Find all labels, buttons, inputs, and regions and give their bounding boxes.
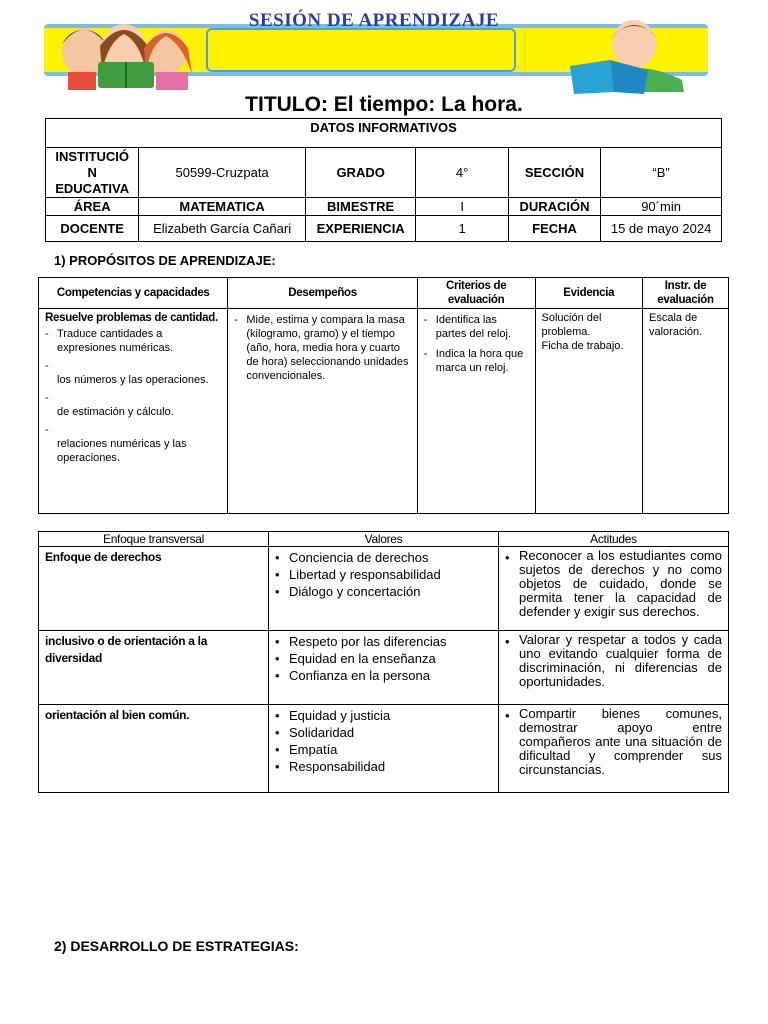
reading-children-illustration <box>54 12 204 92</box>
actitud-text: Compartir bienes comunes, demostrar apoyo entre compañeros ante una situación de dificultad y comprender sus circunstancias. <box>519 706 722 777</box>
experiencia-value: 1 <box>416 216 508 242</box>
enfoque-name: inclusivo o de orientación a la diversidad <box>45 634 208 665</box>
header-criterios: Criterios de evaluación <box>417 278 535 309</box>
valor-text: Equidad y justicia <box>289 708 391 723</box>
table-row: Enfoque de derechos • Conciencia de derechos • Libertad y responsabilidad • Diálogo y concertación • Reconocer a los estudiantes como sujetos de derechos y no como objetos de cuidado, donde se permita tener la capacidad de defender y exigir sus derechos. <box>39 547 729 631</box>
page-title: TITULO: El tiempo: La hora. <box>245 93 523 116</box>
valor-text: Libertad y responsabilidad <box>289 567 441 582</box>
valor-text: Respeto por las diferencias <box>289 634 447 649</box>
valor-text: Confianza en la persona <box>289 668 430 683</box>
bimestre-value: I <box>416 198 508 216</box>
header-banner <box>40 8 708 92</box>
evidencia-cell <box>535 309 642 514</box>
header-enfoque: Enfoque transversal <box>39 532 269 547</box>
competencia-title: Resuelve problemas de cantidad. <box>45 312 218 324</box>
criterio-text: Identifica las partes del reloj. <box>435 314 511 340</box>
desempeno-text: Mide, estima y compara la masa (kilogramo, gramo) y el tiempo (año, hora, media hora y cuarto de hora) seleccionando unidades convencionales. <box>246 314 409 382</box>
capacidad-text: de estimación y cálculo. <box>57 406 174 418</box>
grado-value: 4° <box>416 148 508 198</box>
docente-value: Elizabeth García Cañari <box>139 216 305 242</box>
area-label: ÁREA <box>46 198 139 216</box>
datos-informativos-table <box>45 118 722 242</box>
duracion-label: DURACIÓN <box>508 198 600 216</box>
table-row: orientación al bien común. • Equidad y justicia • Solidaridad • Empatía • Responsabilidad • Compartir bienes comunes, demostrar apoyo entre compañeros ante una situación de dificultad y comprender sus circunstancias. <box>39 705 729 793</box>
header-instrumento: Instr. de evaluación <box>642 278 728 309</box>
criterio-text: Indica la hora que marca un reloj. <box>435 348 524 374</box>
header-valores: Valores <box>269 532 499 547</box>
actitud-text: Valorar y respetar a todos y cada uno evitando cualquier forma de discriminación, ni diferencias de oportunidades. <box>519 632 722 689</box>
header-competencias: Competencias y capacidades <box>39 278 228 309</box>
criterios-cell: - Identifica las partes del reloj. - Indica la hora que marca un reloj. <box>417 309 535 514</box>
docente-label: DOCENTE <box>46 216 139 242</box>
section-heading-propositos: 1) PROPÓSITOS DE APRENDIZAJE: <box>54 253 276 268</box>
area-value: MATEMATICA <box>139 198 305 216</box>
list-item: - Traduce cantidades a expresiones numéricas. <box>45 327 221 355</box>
bimestre-label: BIMESTRE <box>305 198 416 216</box>
header-evidencia: Evidencia <box>535 278 642 309</box>
header-actitudes: Actitudes <box>499 532 729 547</box>
capacidad-text: relaciones numéricas y las operaciones. <box>57 438 187 464</box>
fecha-value: 15 de mayo 2024 <box>601 216 722 242</box>
instrumento-text: Escala de valoración. <box>648 312 703 338</box>
enfoques-table <box>38 531 729 793</box>
capacidad-text: los números y las operaciones. <box>57 374 209 386</box>
banner-title: SESIÓN DE APRENDIZAJE <box>248 10 500 31</box>
header-desempenos: Desempeños <box>228 278 417 309</box>
evidencia-text: Solución del problema. <box>541 312 602 338</box>
valor-text: Diálogo y concertación <box>289 584 421 599</box>
valor-text: Equidad en la enseñanza <box>289 651 436 666</box>
competencias-cell: Resuelve problemas de cantidad. - Traduce cantidades a expresiones numéricas. - los números y las operaciones. - de estimación y cálculo. - relaciones numéricas y las operaciones. <box>39 309 228 514</box>
duracion-value: 90´min <box>601 198 722 216</box>
experiencia-label: EXPERIENCIA <box>305 216 416 242</box>
instrumento-cell <box>642 309 728 514</box>
fecha-label: FECHA <box>508 216 600 242</box>
desempenos-cell: - Mide, estima y compara la masa (kilogramo, gramo) y el tiempo (año, hora, media hora y cuarto de hora) seleccionando unidades convencionales. <box>228 309 417 514</box>
seccion-label: SECCIÓN <box>508 148 600 198</box>
seccion-value: “B” <box>601 148 722 198</box>
valor-text: Empatía <box>289 742 338 757</box>
actitud-text: Reconocer a los estudiantes como sujetos de derechos y no como objetos de cuidado, donde se permita tener la capacidad de defender y exigir sus derechos. <box>519 548 722 619</box>
capacidad-text: Traduce cantidades a expresiones numéricas. <box>57 328 174 354</box>
propositos-table <box>38 277 729 514</box>
valor-text: Responsabilidad <box>289 759 386 774</box>
institucion-value: 50599-Cruzpata <box>139 148 305 198</box>
grado-label: GRADO <box>305 148 416 198</box>
institucion-label: INSTITUCIÓ N EDUCATIVA <box>46 148 139 198</box>
banner-box <box>206 28 516 72</box>
section-heading-estrategias: 2) DESARROLLO DE ESTRATEGIAS: <box>54 938 299 954</box>
valor-text: Solidaridad <box>289 725 355 740</box>
valor-text: Conciencia de derechos <box>289 550 429 565</box>
datos-header: DATOS INFORMATIVOS <box>46 119 722 148</box>
enfoque-name: Enfoque de derechos <box>45 550 162 564</box>
reading-boy-illustration <box>552 14 692 96</box>
enfoque-name: orientación al bien común. <box>45 708 190 722</box>
evidencia-text: Ficha de trabajo. <box>541 340 624 352</box>
table-row: inclusivo o de orientación a la diversidad • Respeto por las diferencias • Equidad en la enseñanza • Confianza en la persona • Valorar y respetar a todos y cada uno evitando cualquier forma de discriminación, ni diferencias de oportunidades. <box>39 631 729 705</box>
